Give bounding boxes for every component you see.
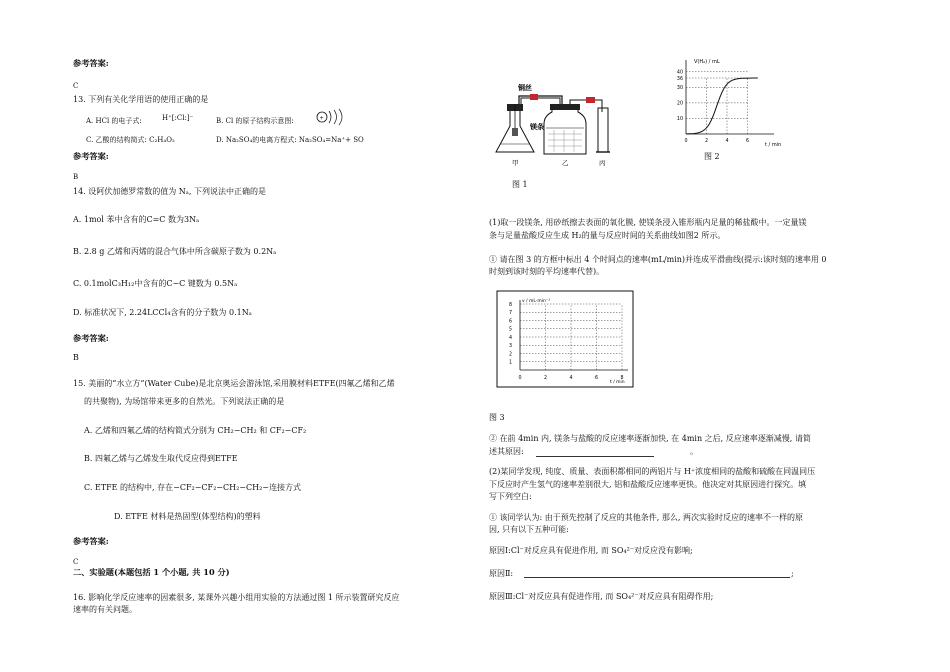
q14-option-c: C. 0.1molC₃H₁₂中含有的C−C 键数为 0.5Nₐ: [73, 279, 238, 288]
fig3-xlabel: t / min: [610, 380, 625, 385]
fig2-xtick-label: 6: [745, 139, 750, 144]
svg-text:+: +: [319, 115, 324, 122]
q15-option-a: A. 乙烯和四氟乙烯的结构简式分别为 CH₂−CH₂ 和 CF₂−CF₂: [84, 426, 307, 435]
fig3-ytick-label: 2: [508, 352, 512, 358]
section-heading: 二、实验题(本题包括 1 个小题, 共 10 分): [73, 567, 230, 577]
p4-line3: 写下列空白:: [489, 492, 532, 501]
rubber-joint: [586, 97, 595, 103]
reason-1: 原因Ⅰ:Cl⁻对反应具有促进作用, 而 SO₄²⁻对反应没有影响;: [489, 546, 693, 555]
p3-line2: 述其原因:: [489, 447, 524, 456]
fig3-ytick-label: 5: [508, 327, 512, 333]
answer-value: B: [73, 173, 79, 181]
label-jia: 甲: [512, 159, 519, 167]
q15-stem-line2: 的共聚物), 为场馆带来更多的自然光。下列说法正确的是: [84, 397, 285, 406]
q13-option-b: B. Cl 的原子结构示意图:: [216, 117, 294, 125]
fig2-xtick-label: 2: [704, 139, 709, 144]
fig3-ytick-label: 3: [508, 344, 512, 350]
q13-hcl-formula: H⁺[:Cl:]⁻: [162, 114, 194, 122]
label-meitiao: 镁条: [530, 123, 544, 131]
figure-2-caption: 图 2: [704, 152, 720, 161]
reason-2-label: 原因Ⅱ:: [489, 569, 514, 578]
fig3-ytick-label: 4: [508, 335, 512, 341]
gas-bottle: [544, 104, 586, 154]
fig3-ytick-label: 6: [508, 319, 512, 325]
q13-stem: 13. 下列有关化学用语的使用正确的是: [73, 95, 209, 104]
p4-line1: (2)某同学发现, 纯度、质量、表面积都相同的两铝片与 H⁺浓度相同的盐酸和硫酸在同温同压: [489, 467, 816, 476]
figure-3-caption: 图 3: [489, 413, 505, 422]
q14-option-a: A. 1mol 苯中含有的C=C 数为3Nₐ: [73, 215, 200, 224]
label-bing: 丙: [599, 159, 606, 167]
figure-2-chart: [668, 54, 788, 152]
fig2-xtick-label: 0: [684, 139, 688, 144]
p2-line2: 时刻到该时刻的平均速率代替)。: [489, 267, 605, 276]
q14-option-d: D. 标准状况下, 2.24LCCl₄含有的分子数为 0.1Nₐ: [73, 308, 252, 317]
answer-label: 参考答案:: [73, 58, 109, 68]
fig2-ytick-label: 10: [676, 117, 683, 123]
fig3-xtick-label: 8: [620, 376, 624, 381]
q15-option-d: D. ETFE 材料是热固型(体型结构)的塑料: [114, 512, 261, 521]
q13-option-a: A. HCl 的电子式:: [86, 117, 142, 125]
answer-label: 参考答案:: [73, 151, 109, 161]
fig3-xtick-label: 2: [543, 376, 548, 381]
fig2-xtick-label: 4: [725, 139, 729, 144]
answer-value: B: [73, 353, 79, 362]
label-tongsi: 铜丝: [518, 84, 532, 92]
q14-stem: 14. 设阿伏加德罗常数的值为 Nₐ, 下列说法中正确的是: [73, 187, 266, 196]
q16-stem-line1: 16. 影响化学反应速率的因素很多, 某课外兴趣小组用实验的方法通过图 1 所示装置研究反应: [73, 593, 400, 602]
q14-option-b: B. 2.8 g 乙烯和丙烯的混合气体中所含碳原子数为 0.2Nₐ: [73, 247, 277, 256]
p4-line2: 下反应时产生氢气的速率差别很大, 铝和盐酸反应速率更快。他决定对其原因进行探究。填: [489, 480, 807, 489]
fig3-xtick-label: 0: [518, 376, 522, 381]
answer-label: 参考答案:: [73, 333, 109, 343]
answer-value: C: [73, 82, 79, 90]
conical-flask: [496, 104, 534, 152]
fig2-xlabel: t / min: [765, 142, 782, 148]
p3-line1: ② 在前 4min 内, 镁条与盐酸的反应速率逐渐加快, 在 4min 之后, 反应速率逐渐减慢, 请简: [489, 434, 811, 443]
apparatus-figure: [490, 82, 620, 172]
q13-option-d: D. Na₂SO₄的电离方程式: Na₂SO₄=Na⁺+ SO: [216, 136, 364, 144]
fig2-ytick-label: 30: [676, 86, 683, 92]
q15-stem-line1: 15. 美丽的“水立方”(Water Cube)是北京奥运会游泳馆,采用膜材料ETFE(四氟乙烯和乙烯: [73, 379, 395, 388]
measuring-cylinder: [596, 108, 610, 152]
cl-atom-structure-diagram: [314, 108, 348, 126]
fig2-ylabel: V(H₂) / mL: [694, 59, 720, 65]
p1-line1: (1)取一段镁条, 用砂纸擦去表面的氧化膜, 使镁条浸入锥形瓶内足量的稀盐酸中。一定量镁: [489, 218, 807, 227]
fig2-curve: [686, 78, 758, 134]
q15-option-c: C. ETFE 的结构中, 存在−CF₂−CF₂−CH₂−CH₂−连接方式: [84, 483, 301, 492]
fig2-ytick-label: 20: [676, 101, 683, 107]
answer-blank-1[interactable]: [536, 456, 654, 457]
fig2-ytick-label: 36: [676, 76, 683, 82]
figure-1-caption: 图 1: [512, 180, 528, 189]
reason-3: 原因Ⅲ:Cl⁻对反应具有促进作用, 而 SO₄²⁻对反应具有阻碍作用;: [489, 592, 714, 601]
rubber-joint: [530, 94, 538, 100]
reason-2-end: ;: [791, 569, 794, 578]
fig2-ytick-label: 40: [676, 70, 683, 76]
q15-option-b: B. 四氟乙烯与乙烯发生取代反应得到ETFE: [84, 454, 238, 463]
q16-stem-line2: 速率的有关问题。: [73, 605, 137, 614]
answer-label: 参考答案:: [73, 536, 109, 546]
p3-end: 。: [690, 447, 698, 456]
fig3-xtick-label: 4: [569, 376, 573, 381]
fig3-ytick-label: 7: [508, 311, 512, 317]
q13-option-c: C. 乙酸的结构简式: C₂H₄O₂: [86, 136, 175, 144]
fig3-ylabel: v / mL·min⁻¹: [522, 299, 551, 304]
p5-line2: 因, 只有以下五种可能:: [489, 525, 569, 534]
figure-3-grid: [496, 290, 636, 390]
p1-line2: 条与足量盐酸反应生成 H₂的量与反应时间的关系曲线如图2 所示。: [489, 231, 726, 240]
answer-blank-2[interactable]: [524, 577, 790, 578]
fig3-xtick-label: 6: [594, 376, 599, 381]
fig3-ytick-label: 8: [508, 302, 512, 308]
p2-line1: ① 请在图 3 的方框中标出 4 个时间点的速率(mL/min)并连成平滑曲线(提示:该时刻的速率用 0: [489, 255, 827, 264]
fig3-ytick-label: 1: [508, 360, 512, 366]
answer-value: C: [73, 558, 79, 566]
p5-line1: ① 该同学认为: 由于预先控制了反应的其他条件, 那么, 两次实验时反应的速率不一样的原: [489, 513, 803, 522]
label-yi: 乙: [562, 159, 569, 167]
